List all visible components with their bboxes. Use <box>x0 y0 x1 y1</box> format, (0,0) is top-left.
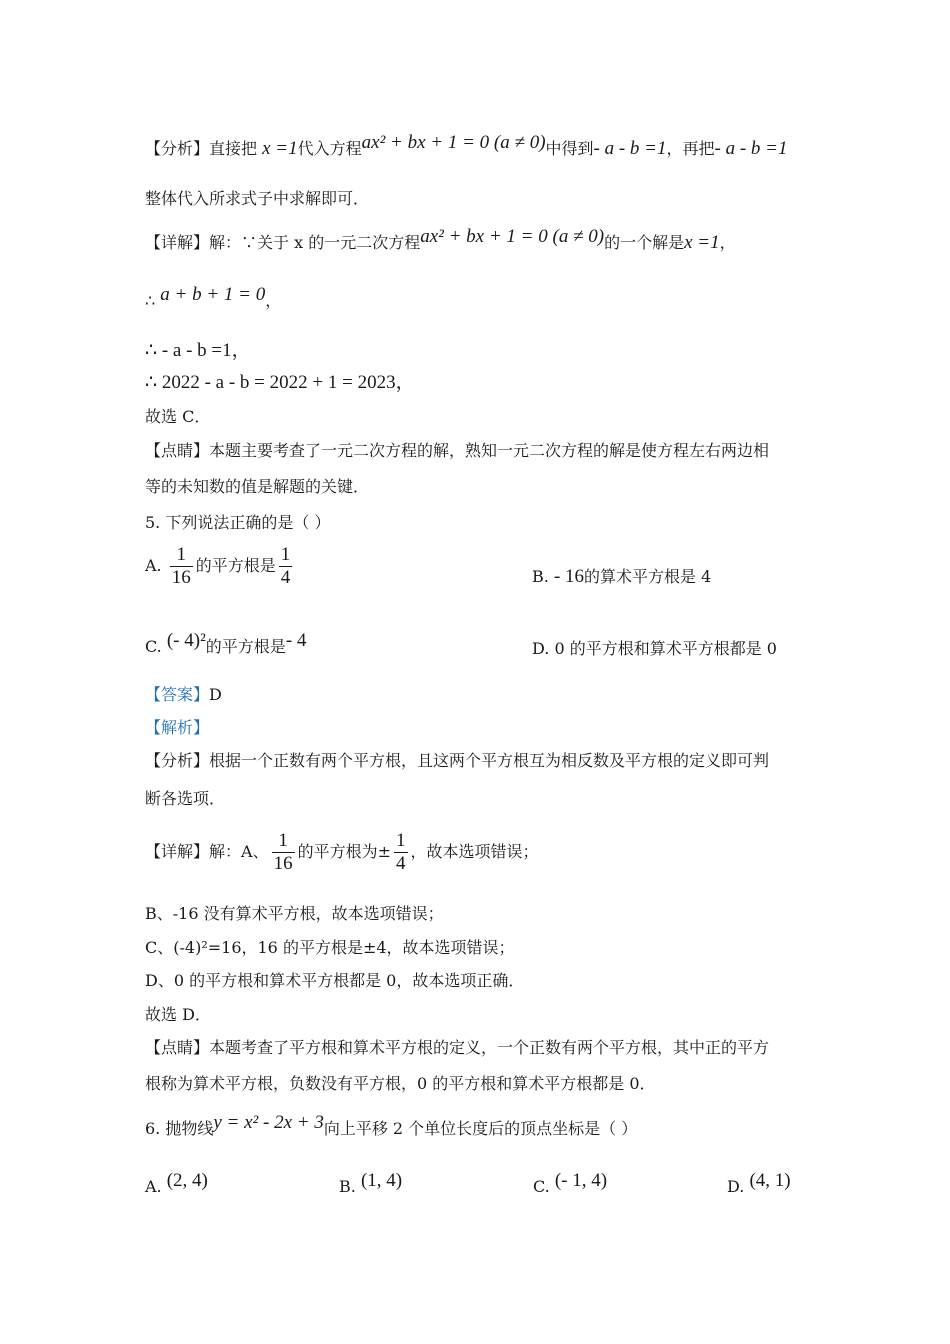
answer-tag: 【答案】 <box>145 685 210 704</box>
q6-option-b: B. (1, 4) <box>339 1170 403 1196</box>
q4-step-2: ∴ - a - b =1， <box>145 340 251 361</box>
q5-option-c: C. (- 4)²的平方根是- 4 <box>145 630 307 656</box>
math-quadratic-equation: ax² + bx + 1 = 0 (a ≠ 0) <box>420 226 605 247</box>
q5-analysis-line-1: 【分析】根据一个正数有两个平方根，且这两个平方根互为相反数及平方根的定义即可判 <box>145 751 770 770</box>
q5-answer: 【答案】D <box>145 685 222 704</box>
detail-tag: 【详解】 <box>145 842 210 861</box>
math-parabola: y = x² - 2x + 3 <box>213 1112 324 1133</box>
therefore-symbol: ∴ <box>145 291 156 310</box>
q5-comment-line-2: 根称为算术平方根，负数没有平方根，0 的平方根和算术平方根都是 0． <box>145 1074 656 1093</box>
q6-option-d: D. (4, 1) <box>727 1170 791 1196</box>
detail-tag: 【详解】 <box>145 233 210 252</box>
q5-detail-c: C、(-4)²=16，16 的平方根是±4，故本选项错误； <box>145 938 515 957</box>
q5-comment-line-1: 【点睛】本题考查了平方根和算术平方根的定义，一个正数有两个平方根，其中正的平方 <box>145 1038 770 1057</box>
fraction: $\frac{1}{16}$ <box>273 830 293 874</box>
fraction: $\frac{1}{4}$ <box>280 544 291 588</box>
q4-analysis-line: 【分析】直接把 x =1代入方程ax² + bx + 1 = 0 (a ≠ 0)中得到- a - b =1，再把- a - b =1 <box>145 132 788 159</box>
q6-option-c: C. (- 1, 4) <box>533 1170 608 1196</box>
q6-stem: 6. 抛物线y = x² - 2x + 3向上平移 2 个单位长度后的顶点坐标是（ ） <box>145 1112 638 1138</box>
q5-option-b: B. - 16的算术平方根是 4 <box>532 566 712 587</box>
q5-detail-line: 【详解】解：A、 $\frac{1}{16}$ 的平方根为± $\frac{1}{4}$ ，故本选项错误； <box>145 830 539 874</box>
analysis-tag: 【分析】 <box>145 139 210 158</box>
q5-stem: 5. 下列说法正确的是（ ） <box>145 513 331 532</box>
q5-detail-d: D、0 的平方根和算术平方根都是 0，故本选项正确． <box>145 971 525 990</box>
q4-comment-line-1: 【点睛】本题主要考查了一元二次方程的解，熟知一元二次方程的解是使方程左右两边相 <box>145 441 770 460</box>
q5-explain-tag: 【解析】 <box>145 718 210 737</box>
q5-option-d: D. 0 的平方根和算术平方根都是 0 <box>532 639 777 658</box>
q4-analysis-line-2: 整体代入所求式子中求解即可． <box>145 189 370 208</box>
comment-tag: 【点睛】 <box>145 1038 210 1057</box>
fraction: $\frac{1}{4}$ <box>396 830 406 874</box>
q6-option-a: A. (2, 4) <box>145 1170 208 1196</box>
q4-step-3: ∴ 2022 - a - b = 2022 + 1 = 2023， <box>145 372 415 393</box>
q5-analysis-line-2: 断各选项． <box>145 789 226 808</box>
math-quadratic-equation: ax² + bx + 1 = 0 (a ≠ 0) <box>361 132 546 153</box>
comment-tag: 【点睛】 <box>145 441 210 460</box>
analysis-tag: 【分析】 <box>145 751 210 770</box>
q5-detail-b: B、-16 没有算术平方根，故本选项错误； <box>145 904 444 923</box>
q4-step-1: ∴ a + b + 1 = 0， <box>145 284 282 310</box>
q5-choice: 故选 D． <box>145 1005 211 1024</box>
fraction: $\frac{1}{16}$ <box>171 544 191 588</box>
math-x-equals-1: x =1 <box>262 138 298 159</box>
math-neg-a-b-2: - a - b =1 <box>714 138 788 159</box>
q4-choice: 故选 C． <box>145 407 211 426</box>
q5-option-a: A. $\frac{1}{16}$ 的平方根是 $\frac{1}{4}$ <box>145 544 291 588</box>
q4-detail-line: 【详解】解：∵关于 x 的一元二次方程ax² + bx + 1 = 0 (a ≠ 0)的一个解是x =1， <box>145 226 736 253</box>
q4-comment-line-2: 等的未知数的值是解题的关键． <box>145 477 370 496</box>
math-x-equals-1: x =1 <box>684 232 720 253</box>
math-neg-a-b: - a - b =1 <box>593 138 667 159</box>
